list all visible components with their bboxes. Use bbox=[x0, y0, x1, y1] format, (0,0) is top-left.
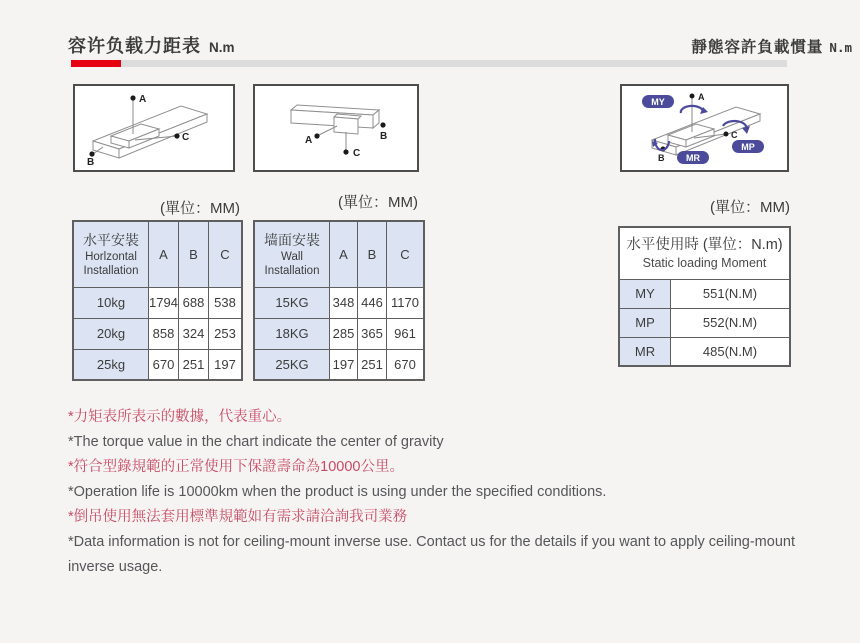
unit-label-horizontal: (單位：MM) bbox=[160, 200, 240, 217]
axis-a-label: A bbox=[139, 94, 147, 105]
value-cell: 365 bbox=[358, 318, 387, 349]
row-label: 15KG bbox=[254, 287, 330, 318]
axis-b-dot bbox=[380, 122, 385, 127]
table-row bbox=[73, 349, 242, 380]
column-header-b: B bbox=[179, 221, 209, 287]
axis-a-label: A bbox=[305, 135, 313, 146]
axis-c-label: C bbox=[182, 132, 190, 143]
table-title-cell: 水平安裝 Horlzontal Installation bbox=[73, 221, 149, 287]
row-label-mp: MP bbox=[619, 308, 671, 337]
row-label: 25KG bbox=[254, 349, 330, 380]
table-row bbox=[73, 318, 242, 349]
row-label: 10kg bbox=[73, 287, 149, 318]
column-header-a: A bbox=[330, 221, 358, 287]
value-cell: 1170 bbox=[387, 287, 425, 318]
value-cell: 961 bbox=[387, 318, 425, 349]
right-section-title bbox=[691, 35, 852, 57]
value-cell: 197 bbox=[330, 349, 358, 380]
page-title-unit: N.m bbox=[209, 40, 235, 55]
wall-installation-table bbox=[253, 220, 425, 381]
value-cell: 285 bbox=[330, 318, 358, 349]
value-cell: 348 bbox=[330, 287, 358, 318]
value-cell: 538 bbox=[209, 287, 243, 318]
value-cell: 446 bbox=[358, 287, 387, 318]
axis-b-label: B bbox=[87, 157, 95, 166]
axis-b-label: B bbox=[658, 153, 665, 163]
table-row bbox=[254, 287, 424, 318]
moment-actuator-drawing bbox=[622, 86, 783, 166]
table-title-cell: 水平使用時 (單位：N.m) Static loading Moment bbox=[619, 227, 790, 279]
title-underline bbox=[71, 60, 787, 67]
note-torque-zh: *力矩表所表示的數據，代表重心。 bbox=[68, 409, 292, 425]
title-underline-accent bbox=[71, 60, 121, 67]
axis-c-label: C bbox=[353, 148, 361, 159]
mp-label: MP bbox=[741, 142, 755, 152]
axis-c-dot bbox=[174, 133, 179, 138]
value-cell: 253 bbox=[209, 318, 243, 349]
value-cell: 670 bbox=[387, 349, 425, 380]
value-cell: 251 bbox=[358, 349, 387, 380]
value-cell: 552(N.M) bbox=[671, 308, 791, 337]
note-ceiling-zh: *倒吊使用無法套用標準規範如有需求請洽詢我司業務 bbox=[68, 509, 408, 525]
page-title bbox=[68, 32, 235, 58]
diagram-horizontal-installation bbox=[73, 84, 235, 172]
diagram-wall-installation bbox=[253, 84, 419, 172]
row-label: 20kg bbox=[73, 318, 149, 349]
value-cell: 551(N.M) bbox=[671, 279, 791, 308]
axis-c-dot bbox=[343, 149, 348, 154]
unit-label-wall: (單位：MM) bbox=[338, 194, 418, 211]
footnotes bbox=[68, 405, 816, 580]
horizontal-actuator-drawing bbox=[75, 86, 229, 166]
axis-a-dot bbox=[690, 94, 695, 99]
axis-c-label: C bbox=[731, 130, 738, 140]
column-header-a: A bbox=[149, 221, 179, 287]
value-cell: 1794 bbox=[149, 287, 179, 318]
value-cell: 688 bbox=[179, 287, 209, 318]
table-title-cell: 墙面安裝 Wall Installation bbox=[254, 221, 330, 287]
note-ceiling-en: *Data information is not for ceiling-mount inverse use. Contact us for the details if you want to apply ceiling-mount inverse usage. bbox=[68, 534, 795, 575]
column-header-c: C bbox=[209, 221, 243, 287]
value-cell: 485(N.M) bbox=[671, 337, 791, 366]
value-cell: 858 bbox=[149, 318, 179, 349]
wall-actuator-drawing bbox=[255, 86, 413, 166]
row-label: 18KG bbox=[254, 318, 330, 349]
right-section-title-text: 靜態容許負載慣量 bbox=[691, 39, 824, 56]
table-row bbox=[619, 279, 790, 308]
diagram-static-moment bbox=[620, 84, 789, 172]
axis-b-label: B bbox=[380, 131, 388, 142]
column-header-b: B bbox=[358, 221, 387, 287]
value-cell: 197 bbox=[209, 349, 243, 380]
table-row bbox=[73, 287, 242, 318]
table-row bbox=[619, 308, 790, 337]
axis-b-dot bbox=[89, 151, 94, 156]
row-label-my: MY bbox=[619, 279, 671, 308]
static-loading-moment-table bbox=[618, 226, 791, 367]
column-header-c: C bbox=[387, 221, 425, 287]
row-label: 25kg bbox=[73, 349, 149, 380]
axis-a-label: A bbox=[698, 92, 705, 102]
value-cell: 251 bbox=[179, 349, 209, 380]
right-section-title-unit: N.m bbox=[829, 40, 852, 55]
my-label: MY bbox=[651, 97, 665, 107]
unit-label-static: (單位：MM) bbox=[710, 199, 790, 216]
value-cell: 324 bbox=[179, 318, 209, 349]
table-row bbox=[619, 337, 790, 366]
note-life-en: *Operation life is 10000km when the product is using under the specified conditions. bbox=[68, 484, 607, 500]
table-row bbox=[254, 318, 424, 349]
value-cell: 670 bbox=[149, 349, 179, 380]
axis-c-dot bbox=[724, 132, 729, 137]
mr-label: MR bbox=[686, 153, 700, 163]
note-torque-en: *The torque value in the chart indicate the center of gravity bbox=[68, 434, 444, 450]
note-life-zh: *符合型錄規範的正常使用下保證壽命為10000公里。 bbox=[68, 459, 404, 475]
row-label-mr: MR bbox=[619, 337, 671, 366]
table-row bbox=[254, 349, 424, 380]
axis-a-dot bbox=[130, 95, 135, 100]
axis-a-dot bbox=[314, 133, 319, 138]
page-title-text: 容许负载力距表 bbox=[68, 36, 201, 56]
horizontal-installation-table bbox=[72, 220, 243, 381]
